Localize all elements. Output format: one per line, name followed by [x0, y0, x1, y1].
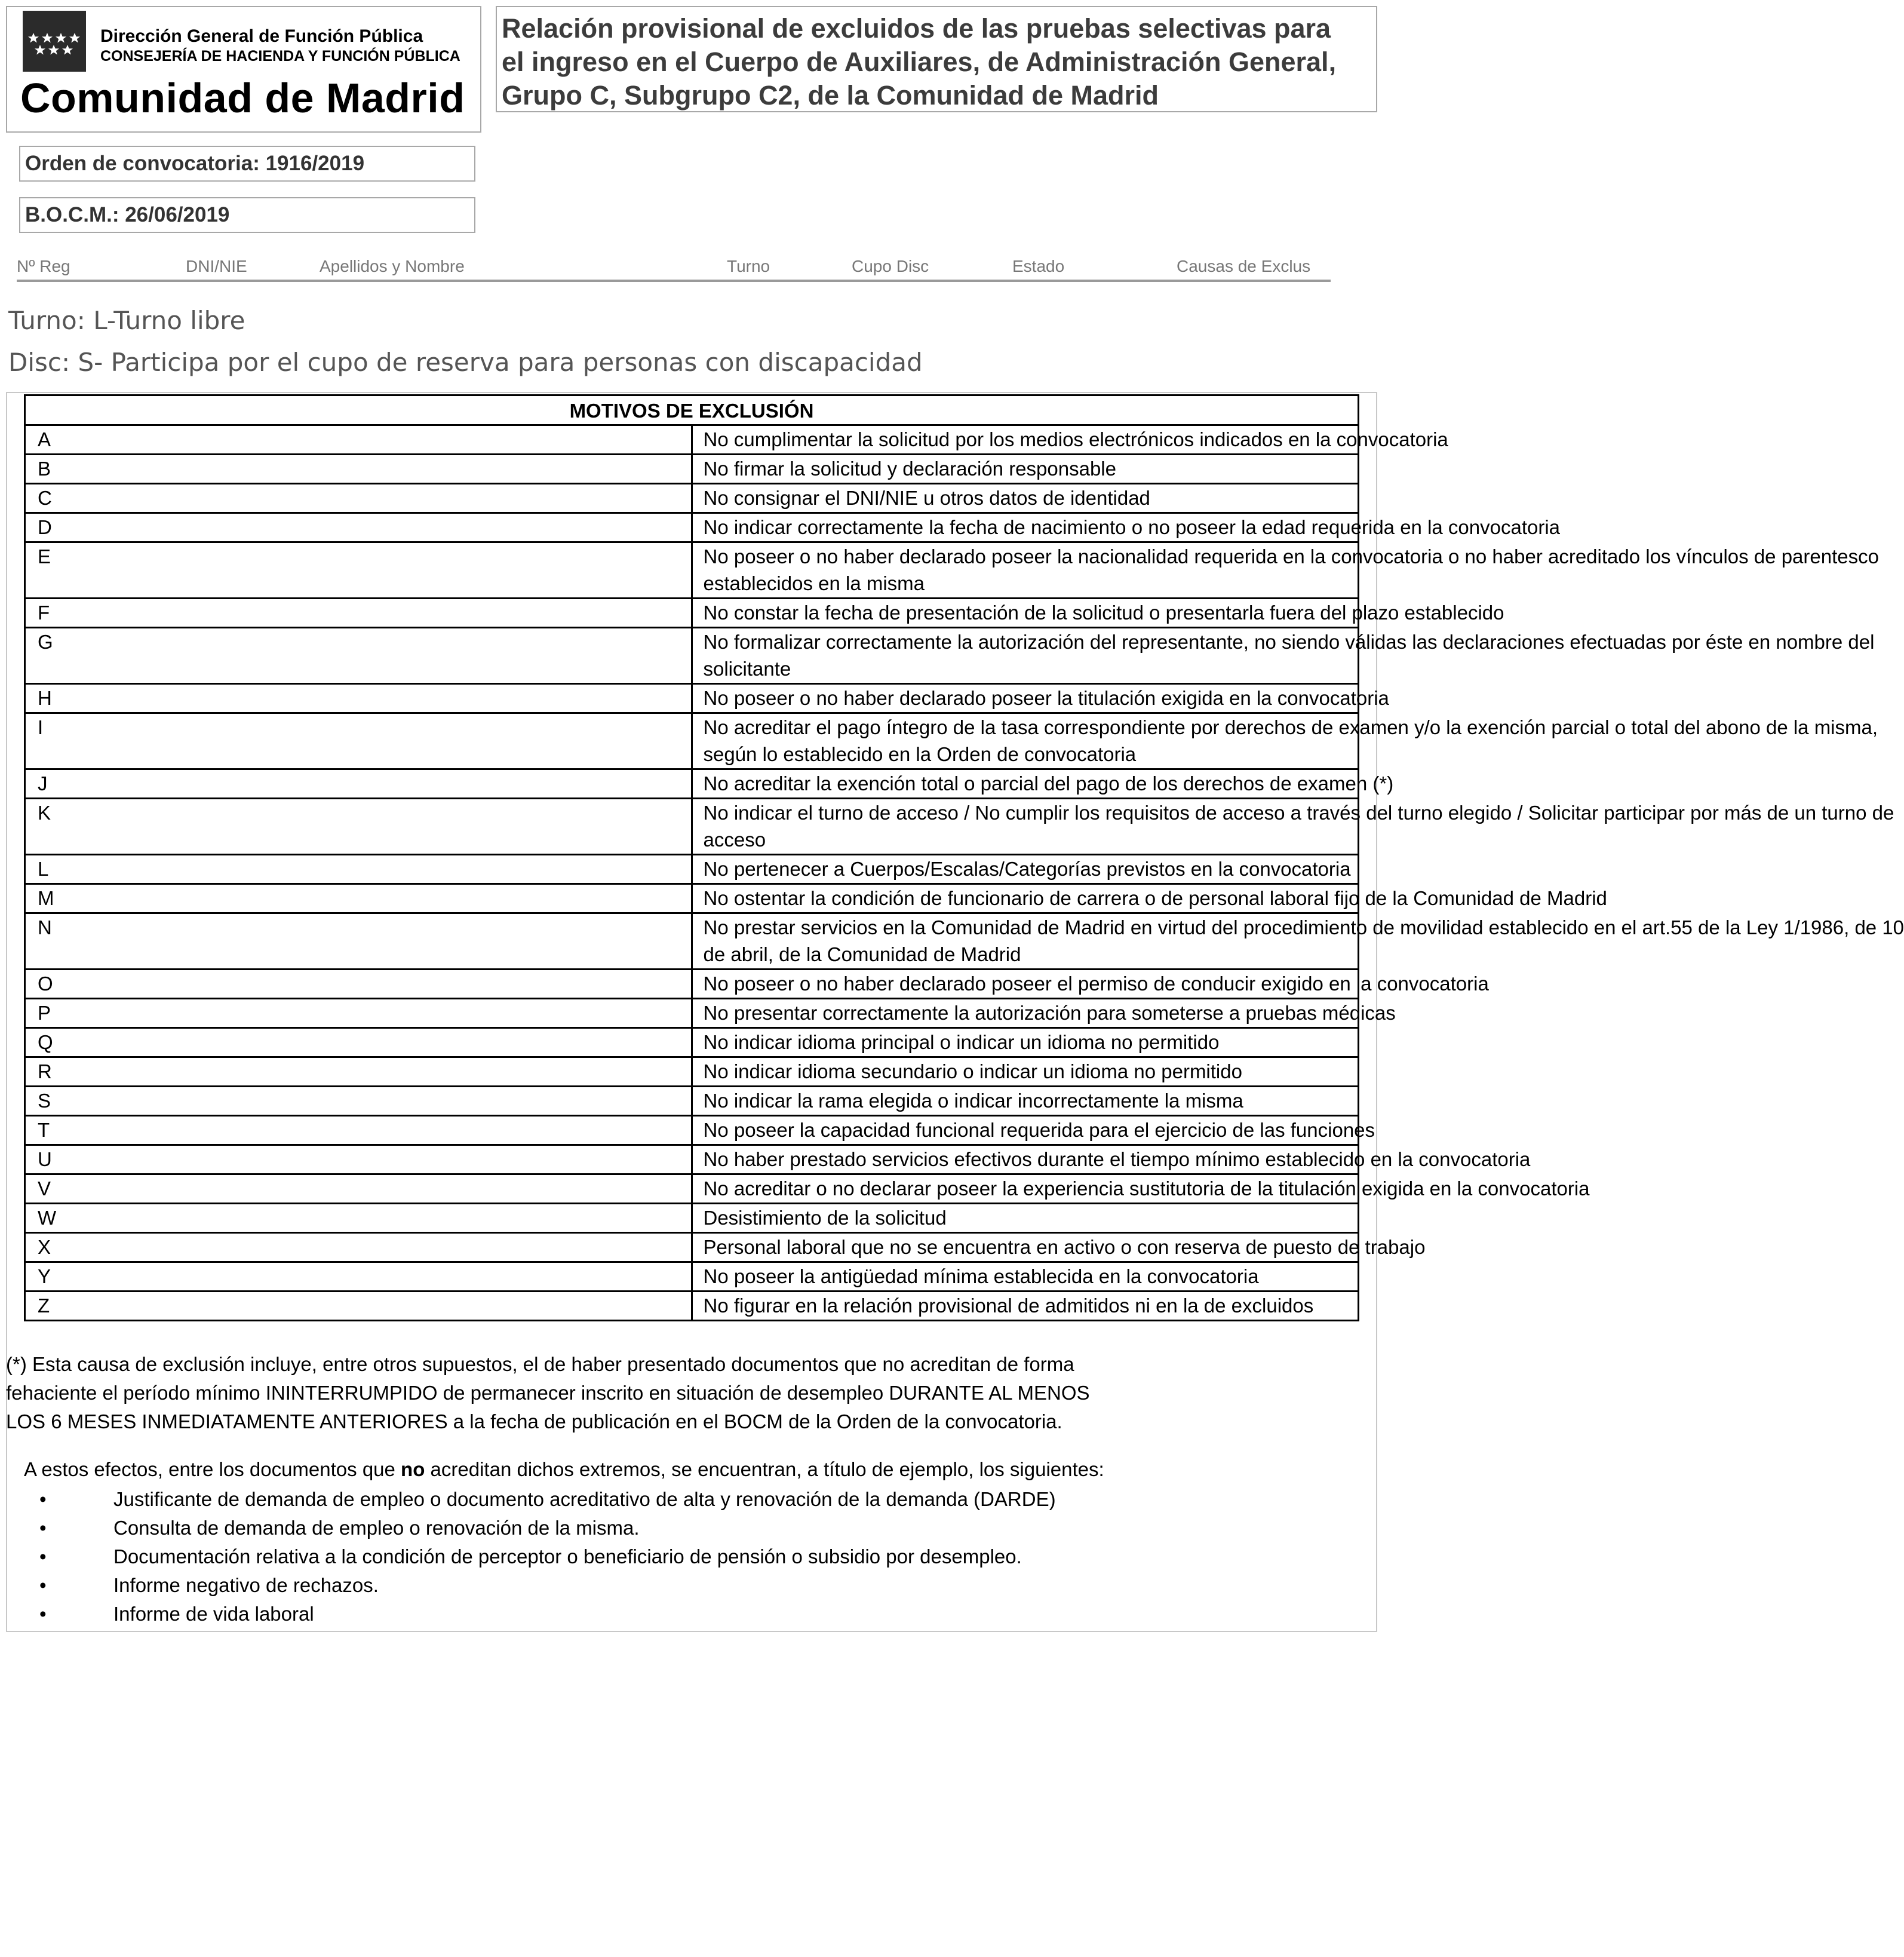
- motivo-description-line: No indicar idioma secundario o indicar un idioma no permitido: [703, 1060, 1242, 1082]
- motivo-row: [25, 1204, 1359, 1233]
- disc-legend: Disc: S- Participa por el cupo de reserva para personas con discapacidad: [8, 348, 923, 377]
- examples-intro: [24, 1455, 1104, 1484]
- bullet-icon: •: [39, 1574, 47, 1596]
- motivo-description-line: No poseer la capacidad funcional requerida para el ejercicio de las funciones: [703, 1119, 1375, 1141]
- col-nreg: Nº Reg: [17, 257, 70, 275]
- motivo-description-line: según lo establecido en la Orden de convocatoria: [703, 743, 1137, 765]
- intro-bold: no: [401, 1458, 425, 1480]
- motivo-row: [25, 1145, 1359, 1174]
- motivo-description: [692, 1174, 1590, 1204]
- motivo-description: [692, 1087, 1359, 1116]
- motivo-row: [25, 970, 1359, 999]
- motivo-description: [692, 1145, 1531, 1174]
- example-text: Informe de vida laboral: [113, 1603, 314, 1625]
- motivo-code: N: [25, 913, 692, 970]
- motivo-description-line: No poseer o no haber declarado poseer la nacionalidad requerida en la convocatoria o no haber acreditado los vínculos de parentesco: [703, 545, 1879, 568]
- motivo-description: [692, 999, 1396, 1028]
- motivo-row: [25, 455, 1359, 484]
- motivo-row: [25, 999, 1359, 1028]
- intro-text: A estos efectos, entre los documentos que: [24, 1458, 401, 1480]
- motivo-code: X: [25, 1233, 692, 1262]
- motivo-row: [25, 425, 1359, 455]
- motivo-code: Y: [25, 1262, 692, 1292]
- motivo-code: F: [25, 599, 692, 628]
- motivo-description-line: establecidos en la misma: [703, 572, 925, 594]
- motivo-row: [25, 599, 1359, 628]
- motivo-row: [25, 542, 1359, 599]
- motivo-code: K: [25, 799, 692, 855]
- motivos-table: [24, 394, 1904, 1321]
- motivo-description-line: No figurar en la relación provisional de admitidos ni en la de excluidos: [703, 1295, 1314, 1317]
- motivo-description-line: No formalizar correctamente la autorización del representante, no siendo válidas las declaraciones efectuadas por éste en nombre del: [703, 631, 1875, 653]
- motivo-description-line: No poseer la antigüedad mínima establecida en la convocatoria: [703, 1265, 1259, 1287]
- motivo-description: [692, 628, 1875, 684]
- motivo-description-line: No indicar correctamente la fecha de nacimiento o no poseer la edad requerida en la convocatoria: [703, 516, 1561, 538]
- motivo-code: E: [25, 542, 692, 599]
- turno-legend: Turno: L-Turno libre: [8, 306, 245, 335]
- orden-convocatoria: Orden de convocatoria: 1916/2019: [19, 146, 475, 182]
- motivo-description: [692, 799, 1894, 855]
- motivo-description: [692, 1116, 1375, 1145]
- motivo-description: [692, 855, 1359, 884]
- motivo-row: [25, 513, 1359, 542]
- motivo-row: [25, 769, 1359, 799]
- document-title: [496, 6, 1377, 112]
- motivo-description-line: No cumplimentar la solicitud por los medios electrónicos indicados en la convocatoria: [703, 428, 1448, 450]
- motivo-description-line: No presentar correctamente la autorización para someterse a pruebas médicas: [703, 1002, 1396, 1024]
- example-text: Justificante de demanda de empleo o documento acreditativo de alta y renovación de la demanda (DARDE): [113, 1488, 1056, 1510]
- footnote-line: LOS 6 MESES INMEDIATAMENTE ANTERIORES a la fecha de publicación en el BOCM de la Orden de la convocatoria.: [6, 1410, 1062, 1433]
- motivo-code: I: [25, 713, 692, 769]
- motivo-row: [25, 684, 1359, 713]
- motivo-code: W: [25, 1204, 692, 1233]
- motivo-code: O: [25, 970, 692, 999]
- col-apellidos: Apellidos y Nombre: [320, 257, 465, 275]
- motivo-description-line: No indicar idioma principal o indicar un idioma no permitido: [703, 1031, 1220, 1053]
- motivo-code: J: [25, 769, 692, 799]
- motivo-row: [25, 484, 1359, 513]
- motivo-description: [692, 1204, 1359, 1233]
- example-text: Consulta de demanda de empleo o renovación de la misma.: [113, 1517, 640, 1539]
- motivo-description: [692, 1262, 1359, 1292]
- motivo-description-line: No indicar la rama elegida o indicar incorrectamente la misma: [703, 1090, 1243, 1112]
- motivo-description: [692, 599, 1504, 628]
- motivo-code: Q: [25, 1028, 692, 1057]
- bocm-date: B.O.C.M.: 26/06/2019: [19, 197, 475, 233]
- motivo-description-line: No haber prestado servicios efectivos durante el tiempo mínimo establecido en la convocatoria: [703, 1148, 1531, 1170]
- motivo-description-line: No acreditar el pago íntegro de la tasa correspondiente por derechos de examen y/o la exención parcial o total del abono de la misma,: [703, 716, 1878, 738]
- col-turno: Turno: [727, 257, 770, 275]
- motivo-description: [692, 713, 1878, 769]
- motivo-description: [692, 884, 1607, 913]
- intro-text: acreditan dichos extremos, se encuentran, a título de ejemplo, los siguientes:: [425, 1458, 1104, 1480]
- motivo-description-line: No indicar el turno de acceso / No cumplir los requisitos de acceso a través del turno elegido / Solicitar participar por más de un turno de: [703, 802, 1894, 824]
- motivo-description: [692, 970, 1489, 999]
- motivo-description-line: No acreditar la exención total o parcial del pago de los derechos de examen (*): [703, 772, 1394, 795]
- motivo-row: [25, 628, 1359, 684]
- motivo-row: [25, 1233, 1359, 1262]
- motivos-body: [25, 425, 1904, 1321]
- footnote-line: (*) Esta causa de exclusión incluye, entre otros supuestos, el de haber presentado documentos que no acreditan de forma: [6, 1353, 1074, 1375]
- motivo-description-line: No poseer o no haber declarado poseer el permiso de conducir exigido en la convocatoria: [703, 973, 1489, 995]
- motivo-code: M: [25, 884, 692, 913]
- org-name: Comunidad de Madrid: [20, 75, 465, 121]
- motivo-description-line: No poseer o no haber declarado poseer la titulación exigida en la convocatoria: [703, 687, 1389, 709]
- title-line: el ingreso en el Cuerpo de Auxiliares, de Administración General,: [502, 47, 1337, 77]
- motivo-description: [692, 684, 1389, 713]
- motivos-title: MOTIVOS DE EXCLUSIÓN: [25, 395, 1359, 425]
- col-dni: DNI/NIE: [186, 257, 247, 275]
- title-line: Relación provisional de excluidos de las pruebas selectivas para: [502, 13, 1331, 44]
- bullet-icon: •: [39, 1517, 47, 1539]
- motivo-description: [692, 1233, 1426, 1262]
- example-text: Documentación relativa a la condición de perceptor o beneficiario de pensión o subsidio por desempleo.: [113, 1545, 1022, 1568]
- motivo-description: [692, 1028, 1359, 1057]
- motivo-description: [692, 1057, 1359, 1087]
- motivo-description-line: No constar la fecha de presentación de la solicitud o presentarla fuera del plazo establecido: [703, 602, 1504, 624]
- motivo-description: [692, 913, 1904, 970]
- motivo-description-line: No ostentar la condición de funcionario de carrera o de personal laboral fijo de la Comunidad de Madrid: [703, 887, 1607, 909]
- motivo-description: [692, 769, 1394, 799]
- motivo-description: [692, 542, 1879, 599]
- motivo-description-line: No firmar la solicitud y declaración responsable: [703, 458, 1116, 480]
- motivo-description-line: No pertenecer a Cuerpos/Escalas/Categorías previstos en la convocatoria: [703, 858, 1351, 880]
- bullet-icon: •: [39, 1545, 47, 1568]
- motivo-row: [25, 1292, 1359, 1321]
- motivo-code: Z: [25, 1292, 692, 1321]
- col-estado: Estado: [1012, 257, 1065, 275]
- motivo-code: V: [25, 1174, 692, 1204]
- motivo-description-line: solicitante: [703, 658, 791, 680]
- col-cupo-disc: Cupo Disc: [852, 257, 929, 275]
- motivo-description-line: acceso: [703, 829, 766, 851]
- motivo-code: C: [25, 484, 692, 513]
- motivo-row: [25, 713, 1359, 769]
- motivo-code: P: [25, 999, 692, 1028]
- motivo-description: [692, 484, 1359, 513]
- motivo-description-line: Personal laboral que no se encuentra en activo o con reserva de puesto de trabajo: [703, 1236, 1426, 1258]
- comunidad-madrid-stars-logo-icon: [23, 11, 86, 72]
- motivo-code: G: [25, 628, 692, 684]
- motivo-row: [25, 1057, 1359, 1087]
- motivo-description: [692, 1292, 1359, 1321]
- motivo-code: R: [25, 1057, 692, 1087]
- footnote-line: fehaciente el período mínimo ININTERRUMPIDO de permanecer inscrito en situación de desempleo DURANTE AL MENOS: [6, 1382, 1090, 1404]
- motivo-description-line: No consignar el DNI/NIE u otros datos de identidad: [703, 487, 1150, 509]
- motivo-code: H: [25, 684, 692, 713]
- motivo-row: [25, 913, 1359, 970]
- motivo-row: [25, 1262, 1359, 1292]
- motivo-code: D: [25, 513, 692, 542]
- footnote: [6, 1350, 1177, 1436]
- motivo-row: [25, 1174, 1359, 1204]
- motivo-description: [692, 425, 1448, 455]
- motivo-description-line: de abril, de la Comunidad de Madrid: [703, 943, 1021, 965]
- motivo-description: [692, 455, 1359, 484]
- org-directorate: Dirección General de Función Pública: [100, 26, 423, 46]
- motivo-description-line: No acreditar o no declarar poseer la experiencia sustitutoria de la titulación exigida en la convocatoria: [703, 1177, 1590, 1200]
- org-ministry: CONSEJERÍA DE HACIENDA Y FUNCIÓN PÚBLICA: [100, 48, 460, 65]
- motivo-description-line: Desistimiento de la solicitud: [703, 1207, 947, 1229]
- title-line: Grupo C, Subgrupo C2, de la Comunidad de Madrid: [502, 80, 1159, 111]
- motivo-code: L: [25, 855, 692, 884]
- bullet-icon: •: [39, 1603, 47, 1625]
- motivo-row: [25, 855, 1359, 884]
- column-headers: [17, 256, 1331, 282]
- motivo-row: [25, 799, 1359, 855]
- motivo-code: B: [25, 455, 692, 484]
- motivo-code: U: [25, 1145, 692, 1174]
- motivo-row: [25, 884, 1359, 913]
- motivo-description-line: No prestar servicios en la Comunidad de Madrid en virtud del procedimiento de movilidad establecido en el art.55 de la Ley 1/1986, de 10: [703, 916, 1904, 938]
- motivo-row: [25, 1028, 1359, 1057]
- motivo-code: S: [25, 1087, 692, 1116]
- motivo-description: [692, 513, 1561, 542]
- motivo-row: [25, 1116, 1359, 1145]
- motivo-code: T: [25, 1116, 692, 1145]
- bullet-icon: •: [39, 1488, 47, 1510]
- motivo-row: [25, 1087, 1359, 1116]
- col-causas: Causas de Exclus: [1177, 257, 1311, 275]
- example-text: Informe negativo de rechazos.: [113, 1574, 379, 1596]
- motivo-code: A: [25, 425, 692, 455]
